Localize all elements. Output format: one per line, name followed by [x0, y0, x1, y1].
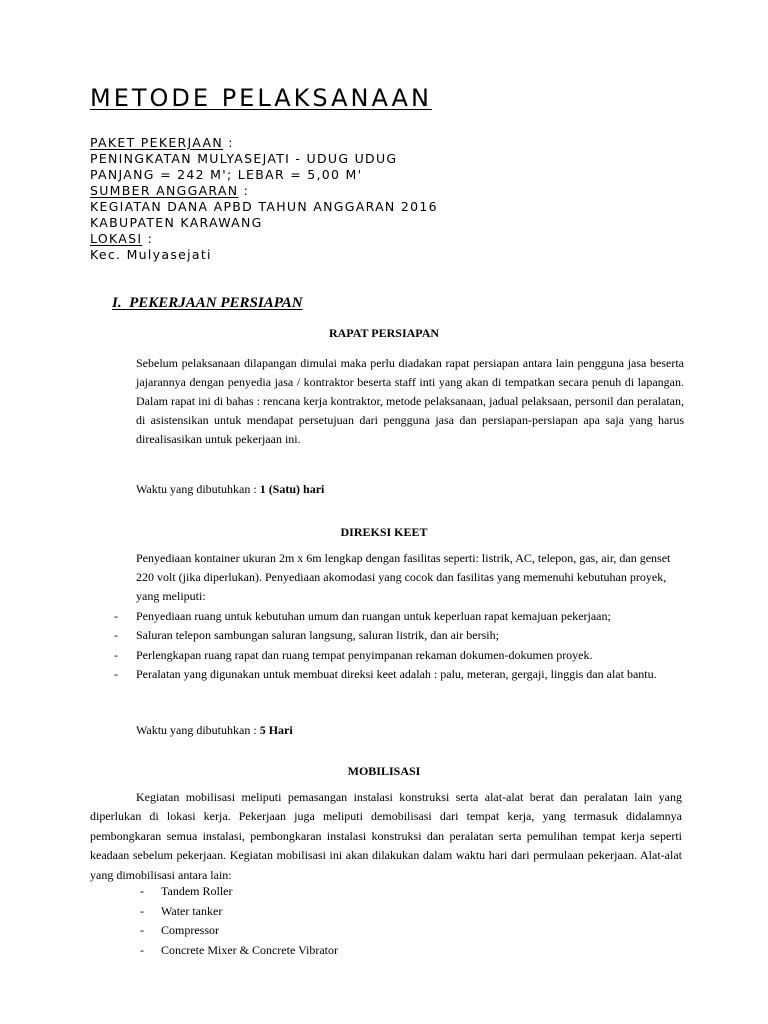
- lokasi-label: LOKASI: [90, 231, 143, 246]
- waktu-value: 1 (Satu) hari: [259, 482, 325, 496]
- list-item: - Concrete Mixer & Concrete Vibrator: [140, 941, 338, 961]
- list-item: - Compressor: [140, 921, 338, 941]
- direksi-list: [114, 607, 686, 684]
- rapat-heading: RAPAT PERSIAPAN: [328, 326, 440, 340]
- list-item: - Tandem Roller: [140, 882, 338, 902]
- bullet-dash: -: [140, 903, 144, 918]
- direksi-waktu: [136, 723, 293, 738]
- waktu-label: Waktu yang dibutuhkan :: [136, 723, 260, 737]
- sumber-line-2: KABUPATEN KARAWANG: [90, 215, 263, 230]
- list-item: - Saluran telepon sambungan saluran langsung, saluran listrik, dan air bersih;: [136, 626, 686, 645]
- rapat-paragraph: Sebelum pelaksanaan dilapangan dimulai maka perlu diadakan rapat persiapan antara lain pengguna jasa beserta jajarannya dengan penyedia jasa / kontraktor beserta staff inti yang akan di tempatkan secara penuh di lapangan. Dalam rapat ini di bahas : rencana kerja kontraktor, metode pelaksanaan, jadual pelaksaan, personil dan peralatan, di asistensikan untuk mendapat persetujuan dari pengguna jasa dan persiapan-persiapan apa saja yang harus direalisasikan untuk pekerjaan ini.: [136, 356, 684, 446]
- direksi-paragraph: Penyediaan kontainer ukuran 2m x 6m lengkap dengan fasilitas seperti: listrik, AC, telepon, gas, air, dan genset 220 volt (jika diperlukan). Penyediaan akomodasi yang cocok dan fasilitas yang memenuhi kebutuhan proyek, yang meliputi:: [136, 551, 671, 603]
- waktu-value: 5 Hari: [259, 723, 293, 737]
- equipment-list: [140, 882, 338, 960]
- colon: :: [142, 231, 154, 246]
- section-heading: [112, 295, 303, 312]
- list-item: - Penyediaan ruang untuk kebutuhan umum dan ruangan untuk keperluan rapat kemajuan pekerjaan;: [136, 607, 686, 626]
- section-number: I.: [112, 295, 122, 311]
- waktu-label: Waktu yang dibutuhkan :: [136, 482, 260, 496]
- colon: :: [222, 135, 234, 150]
- list-item: - Peralatan yang digunakan untuk membuat direksi keet adalah : palu, meteran, gergaji, linggis dan alat bantu.: [136, 665, 686, 684]
- sumber-label: SUMBER ANGGARAN: [90, 183, 239, 198]
- sumber-label-line: [90, 183, 249, 199]
- paket-line-2: PANJANG = 242 M'; LEBAR = 5,00 M': [90, 167, 363, 182]
- paket-line-1: PENINGKATAN MULYASEJATI - UDUG UDUG: [90, 151, 398, 166]
- page-title: METODE PELAKSANAAN: [90, 84, 432, 112]
- bullet-dash: -: [114, 628, 118, 643]
- direksi-heading: DIREKSI KEET: [340, 525, 428, 539]
- bullet-dash: -: [140, 942, 144, 957]
- lokasi-label-line: [90, 231, 153, 247]
- sumber-line-1: KEGIATAN DANA APBD TAHUN ANGGARAN 2016: [90, 199, 438, 214]
- paket-label: PAKET PEKERJAAN: [90, 135, 223, 150]
- bullet-dash: -: [114, 666, 118, 681]
- bullet-dash: -: [140, 884, 144, 898]
- colon: :: [238, 183, 250, 198]
- bullet-dash: -: [114, 609, 118, 623]
- list-item: - Perlengkapan ruang rapat dan ruang tempat penyimpanan rekaman dokumen-dokumen proyek.: [136, 646, 686, 665]
- rapat-waktu: [136, 482, 324, 497]
- mobilisasi-paragraph: Kegiatan mobilisasi meliputi pemasangan instalasi konstruksi serta alat-alat berat dan peralatan lain yang diperlukan di lokasi kerja. Pekerjaan juga meliputi demobilisasi dari tempat kerja, yang termasuk didalamnya pembongkaran semua instalasi, pembongkaran instalasi konstruksi dan peralatan serta pemulihan tempat kerja seperti keadaan sebelum pekerjaan. Kegiatan mobilisasi ini akan dilakukan dalam waktu hari dari permulaan pekerjaan. Alat-alat yang dimobilisasi antara lain:: [90, 790, 682, 882]
- lokasi-value: Kec. Mulyasejati: [90, 247, 212, 262]
- section-title: PEKERJAAN PERSIAPAN: [129, 295, 303, 311]
- bullet-dash: -: [114, 647, 118, 662]
- list-item: - Water tanker: [140, 902, 338, 922]
- bullet-dash: -: [140, 923, 144, 937]
- paket-label-line: [90, 135, 234, 151]
- mobilisasi-heading: MOBILISASI: [347, 764, 421, 778]
